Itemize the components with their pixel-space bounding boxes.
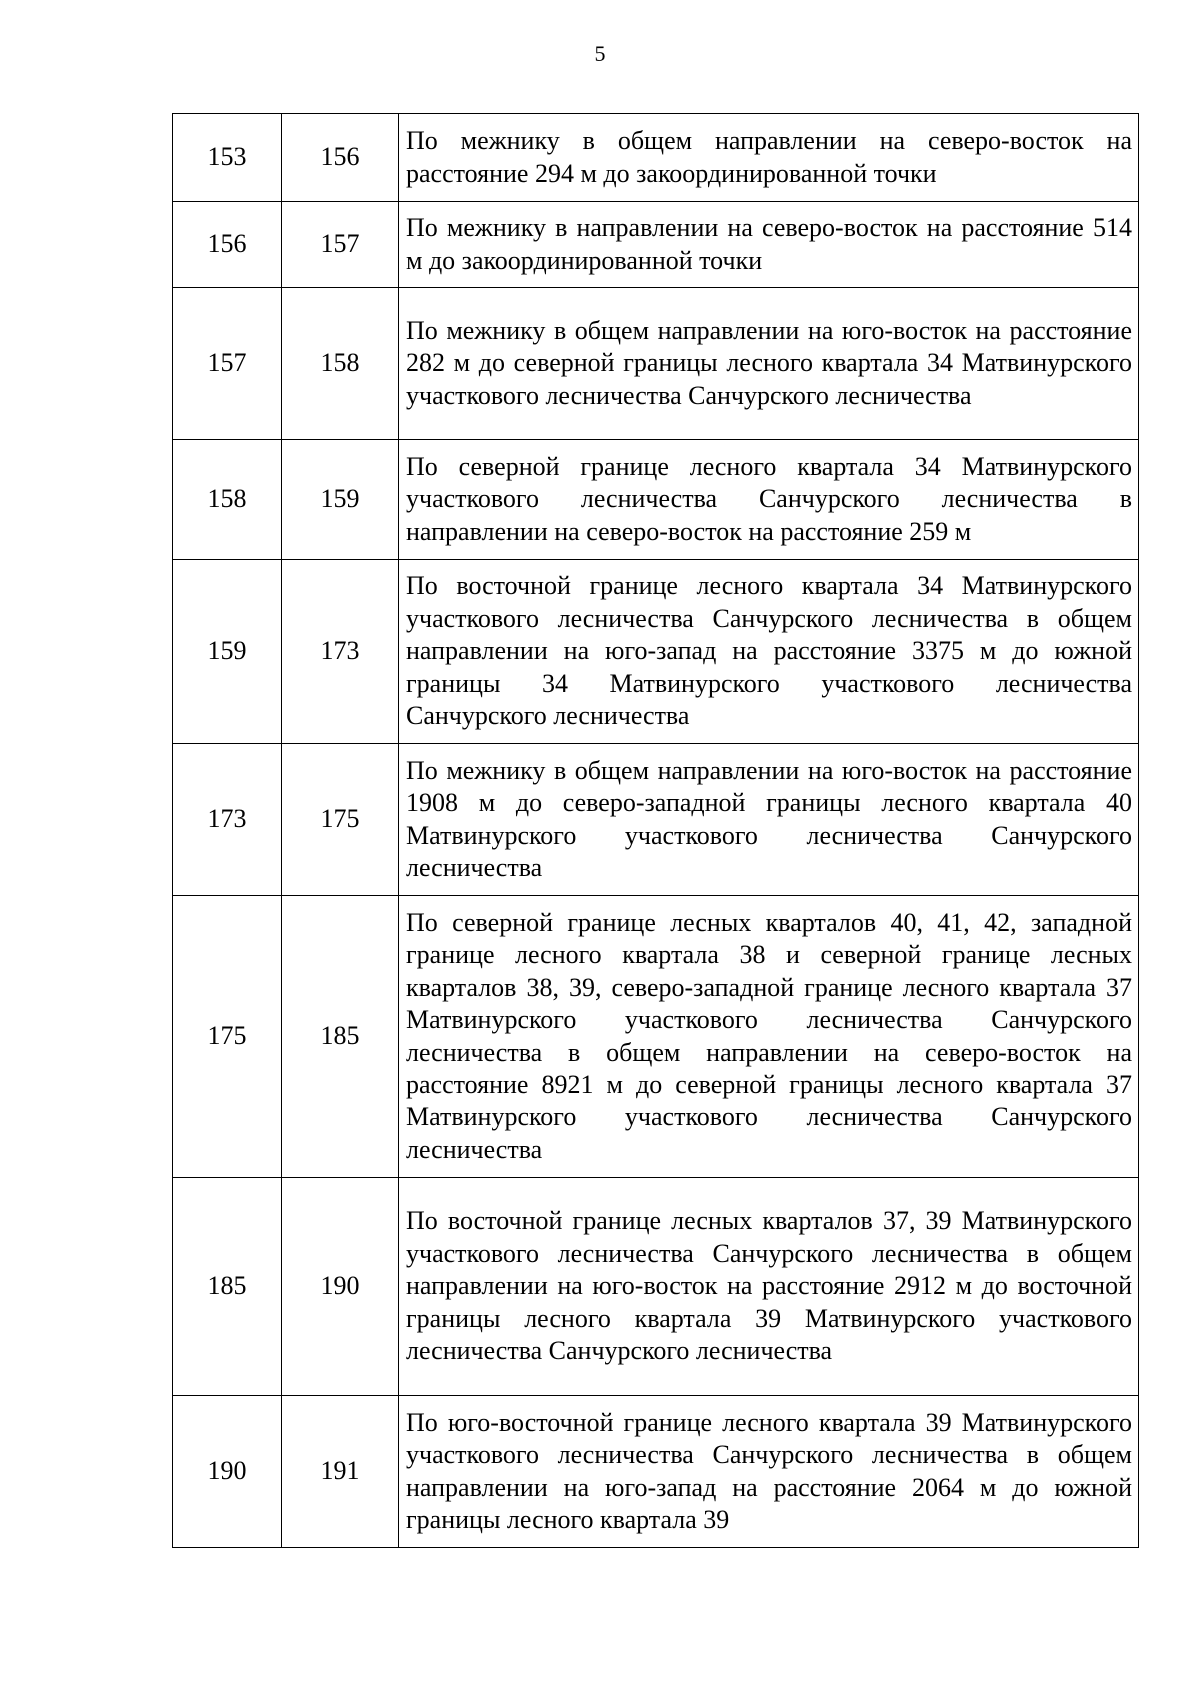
- boundary-description-cell: По восточной границе лесного квартала 34 Матвинурского участкового лесничества Санчурского лесничества в общем направлении на юго-запад на расстояние 3375 м до южной границы 34 Матвинурского участкового лесничества Санчурского лесничества: [399, 560, 1139, 744]
- table-row: [173, 1396, 1139, 1548]
- to-point-cell: 190: [282, 1178, 399, 1396]
- table-row: [173, 560, 1139, 744]
- to-point-cell: 173: [282, 560, 399, 744]
- boundary-description-cell: По северной границе лесных кварталов 40, 41, 42, западной границе лесного квартала 38 и северной границе лесных кварталов 38, 39, северо-западной границе лесного квартала 37 Матвинурского участкового лесничества Санчурского лесничества в общем направлении на северо-восток на расстояние 8921 м до северной границы лесного квартала 37 Матвинурского участкового лесничества Санчурского лесничества: [399, 896, 1139, 1178]
- from-point-cell: 153: [173, 114, 282, 202]
- to-point-cell: 157: [282, 202, 399, 288]
- table-row: [173, 114, 1139, 202]
- to-point-cell: 175: [282, 744, 399, 896]
- page-number: 5: [594, 41, 606, 66]
- table-row: [173, 896, 1139, 1178]
- from-point-cell: 190: [173, 1396, 282, 1548]
- from-point-cell: 175: [173, 896, 282, 1178]
- table-row: [173, 202, 1139, 288]
- boundary-description-cell: По восточной границе лесных кварталов 37, 39 Матвинурского участкового лесничества Санчурского лесничества в общем направлении на юго-восток на расстояние 2912 м до восточной границы лесного квартала 39 Матвинурского участкового лесничества Санчурского лесничества: [399, 1178, 1139, 1396]
- table-row: [173, 288, 1139, 440]
- to-point-cell: 191: [282, 1396, 399, 1548]
- boundary-description-cell: По северной границе лесного квартала 34 Матвинурского участкового лесничества Санчурского лесничества в направлении на северо-восток на расстояние 259 м: [399, 440, 1139, 560]
- boundary-description-cell: По межнику в общем направлении на северо-восток на расстояние 294 м до закоординированной точки: [399, 114, 1139, 202]
- table-row: [173, 1178, 1139, 1396]
- from-point-cell: 156: [173, 202, 282, 288]
- from-point-cell: 158: [173, 440, 282, 560]
- boundary-description-cell: По межнику в общем направлении на юго-восток на расстояние 282 м до северной границы лесного квартала 34 Матвинурского участкового лесничества Санчурского лесничества: [399, 288, 1139, 440]
- to-point-cell: 185: [282, 896, 399, 1178]
- table-row: [173, 744, 1139, 896]
- boundary-description-table: [172, 113, 1139, 1548]
- boundary-description-cell: По межнику в общем направлении на юго-восток на расстояние 1908 м до северо-западной границы лесного квартала 40 Матвинурского участкового лесничества Санчурского лесничества: [399, 744, 1139, 896]
- from-point-cell: 157: [173, 288, 282, 440]
- boundary-description-cell: По межнику в направлении на северо-восток на расстояние 514 м до закоординированной точки: [399, 202, 1139, 288]
- table-body: [173, 114, 1139, 1548]
- to-point-cell: 156: [282, 114, 399, 202]
- from-point-cell: 185: [173, 1178, 282, 1396]
- boundary-description-cell: По юго-восточной границе лесного квартала 39 Матвинурского участкового лесничества Санчурского лесничества в общем направлении на юго-запад на расстояние 2064 м до южной границы лесного квартала 39: [399, 1396, 1139, 1548]
- to-point-cell: 158: [282, 288, 399, 440]
- from-point-cell: 173: [173, 744, 282, 896]
- from-point-cell: 159: [173, 560, 282, 744]
- to-point-cell: 159: [282, 440, 399, 560]
- table-row: [173, 440, 1139, 560]
